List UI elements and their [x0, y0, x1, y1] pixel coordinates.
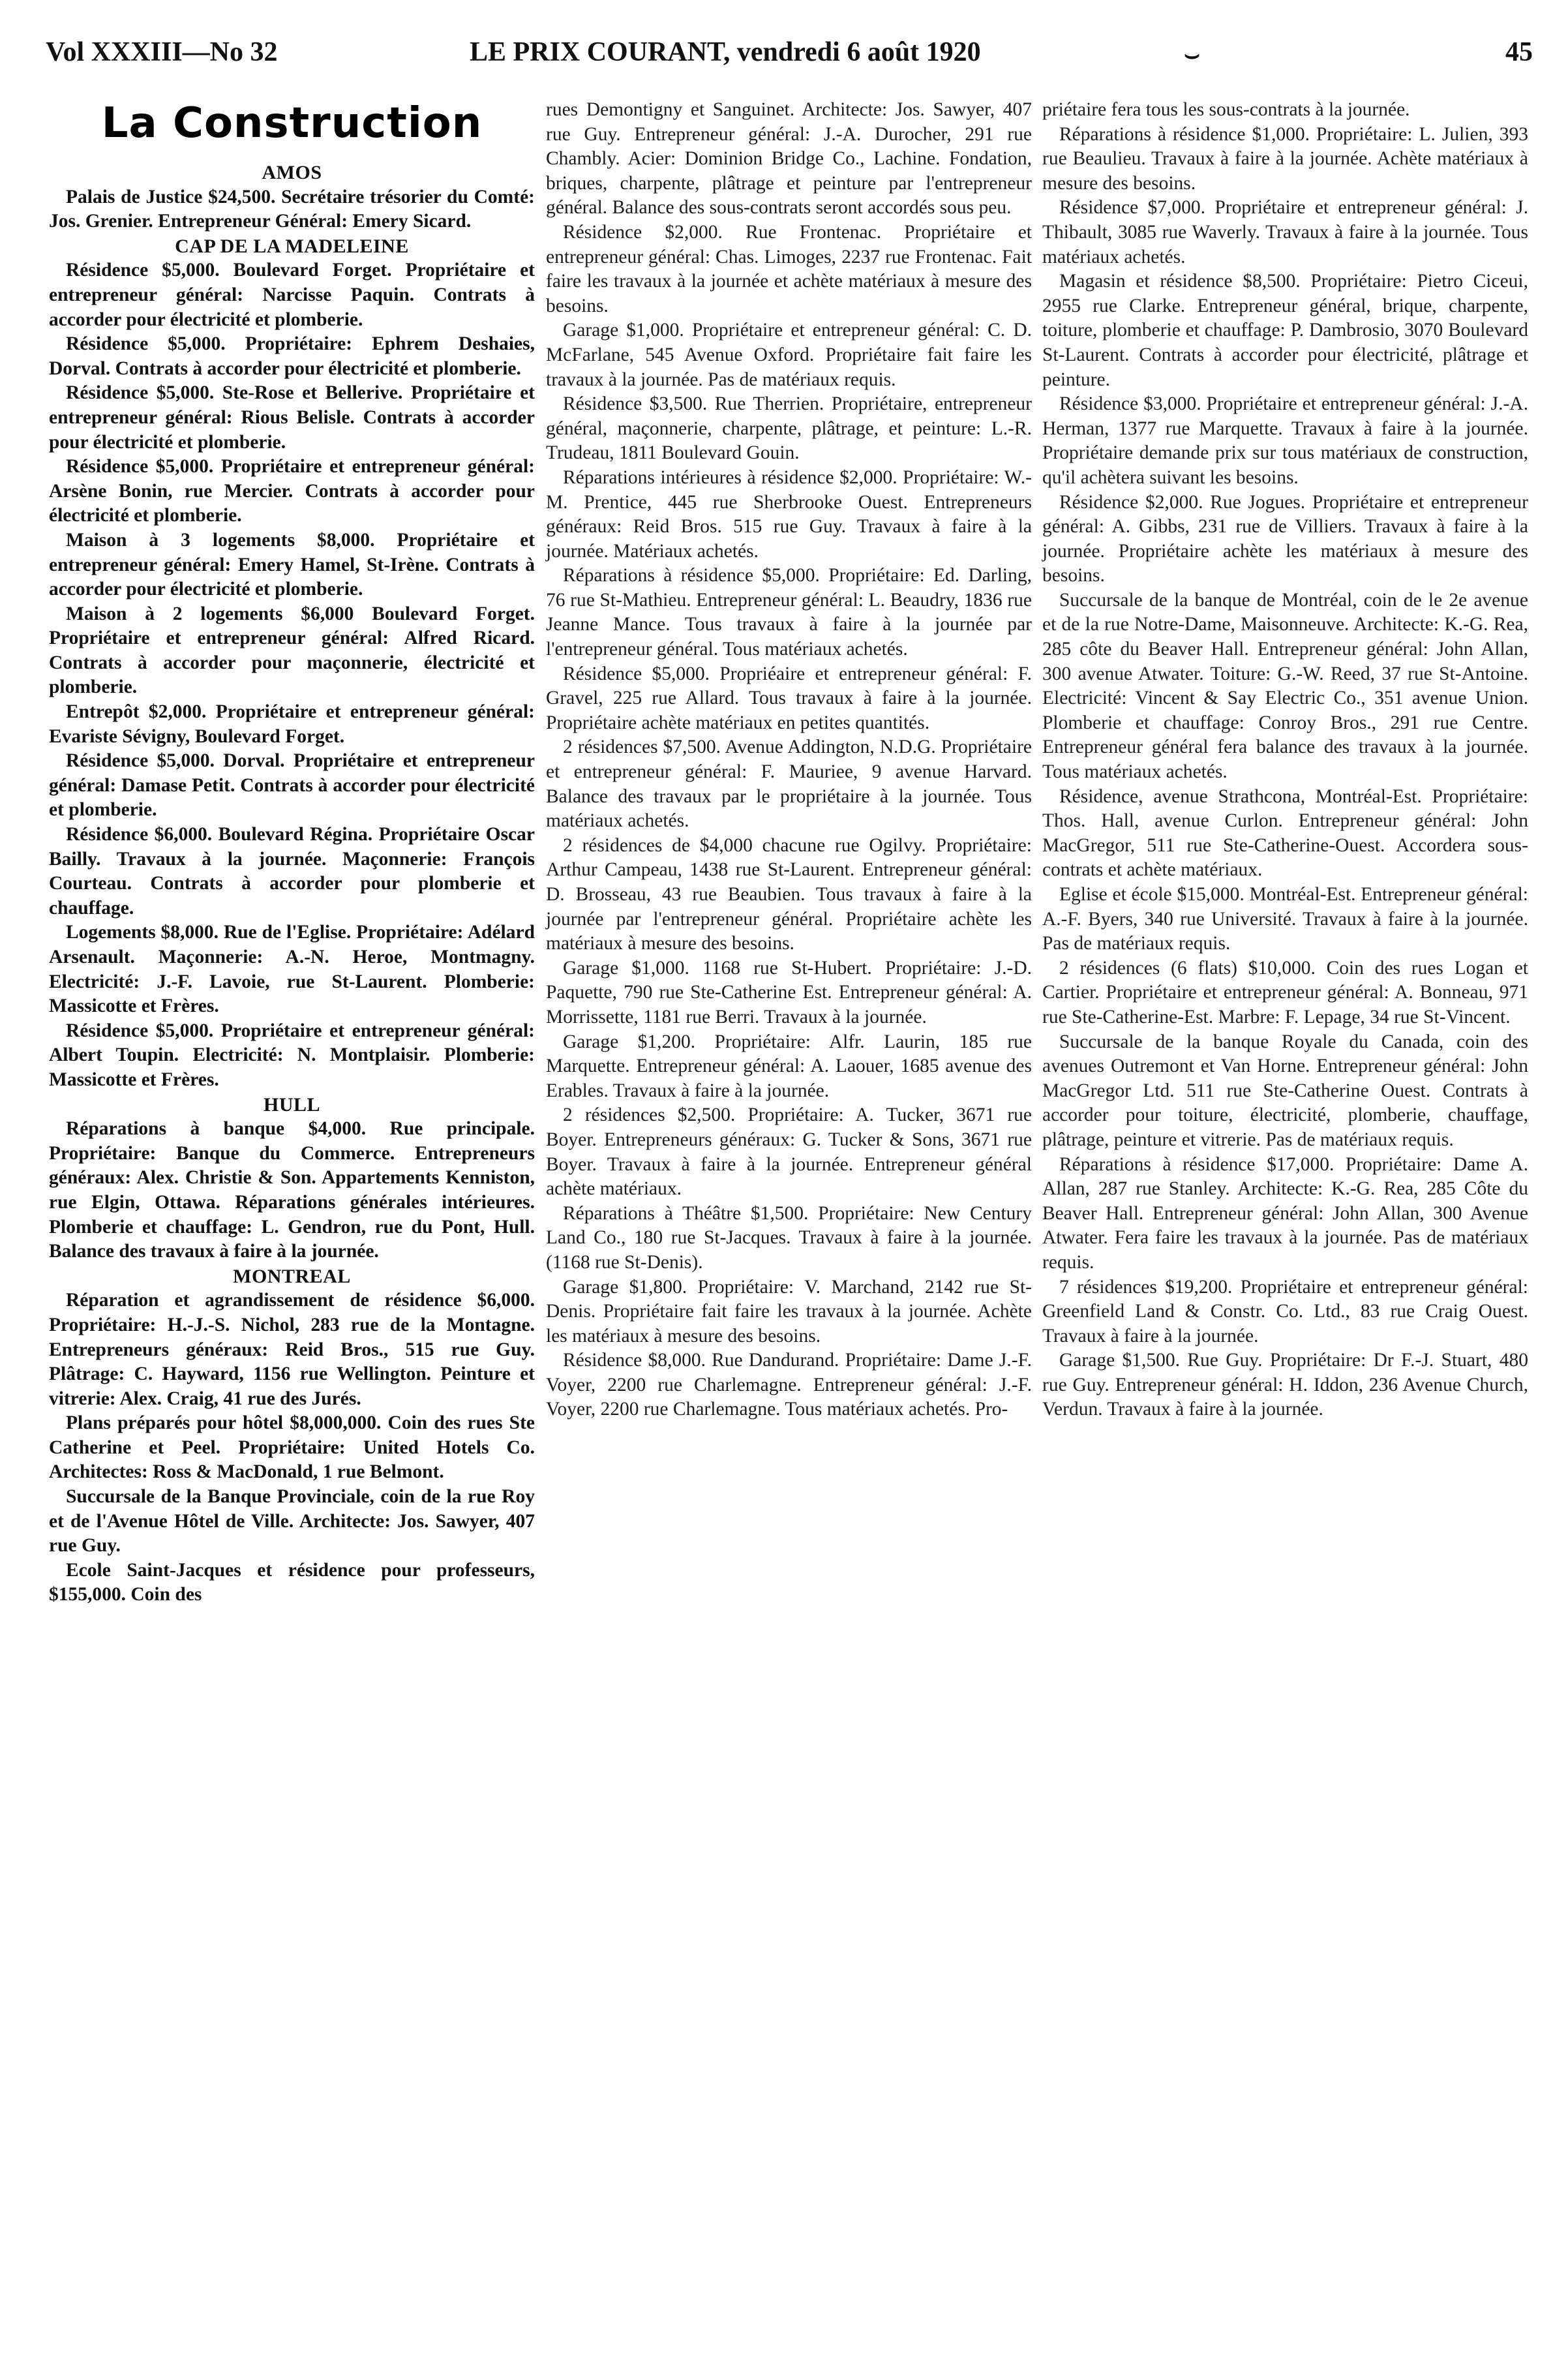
publication-title: LE PRIX COURANT, vendredi 6 août 1920 [470, 37, 981, 67]
place-heading: AMOS [262, 162, 322, 183]
listing: Résidence $5,000. Propriétaire et entrepreneur général: Arsène Bonin, rue Mercier. Contrats à accorder pour électricité et plomberie. [49, 456, 535, 526]
listing: Résidence $8,000. Rue Dandurand. Propriétaire: Dame J.-F. Voyer, 2200 rue Charlemagne. Entrepreneur général: J.-F. Voyer, 2200 rue Charlemagne. Tous matériaux achetés. Pro- [546, 1350, 1032, 1420]
listing: Réparations intérieures à résidence $2,000. Propriétaire: W.-M. Prentice, 445 rue Sherbrooke Ouest. Entrepreneurs généraux: Reid Bros. 515 rue Guy. Travaux à faire à la journée. Matériaux achetés. [546, 466, 1032, 562]
listing: Réparations à résidence $17,000. Propriétaire: Dame A. Allan, 287 rue Stanley. Architecte: K.-G. Rea, 285 Côte du Beaver Hall. Entrepreneur général: John Allan, 300 Avenue Atwater. Fera faire les travaux à la journée. Pas de matériaux requis. [1042, 1153, 1528, 1273]
listing: 2 résidences $2,500. Propriétaire: A. Tucker, 3671 rue Boyer. Entrepreneurs généraux: G. Tucker & Sons, 3671 rue Boyer. Travaux à faire à la journée. Entrepreneur général achète matériaux. [546, 1104, 1032, 1200]
listing: Résidence $5,000. Boulevard Forget. Propriétaire et entrepreneur général: Narcisse Paquin. Contrats à accorder pour électricité et plomberie. [49, 260, 535, 330]
listing: Ecole Saint-Jacques et résidence pour professeurs, $155,000. Coin des [49, 1559, 535, 1606]
listing: 2 résidences $7,500. Avenue Addington, N.D.G. Propriétaire et entrepreneur général: F. Mauriee, 9 avenue Harvard. Balance des travaux par le propriétaire à la journée. Tous matériaux achetés. [546, 737, 1032, 832]
listing: Résidence $2,000. Rue Jogues. Propriétaire et entrepreneur général: A. Gibbs, 231 rue de Villiers. Travaux à faire à la journée. Propriétaire achète les matériaux à mesure des besoins. [1042, 491, 1528, 586]
listing: Entrepôt $2,000. Propriétaire et entrepreneur général: Evariste Sévigny, Boulevard Forget. [49, 701, 535, 747]
listing: Résidence $5,000. Ste-Rose et Bellerive. Propriétaire et entrepreneur général: Rious Belisle. Contrats à accorder pour électricité et plomberie. [49, 382, 535, 453]
column-1 [49, 98, 535, 1607]
listing: Eglise et école $15,000. Montréal-Est. Entrepreneur général: A.-F. Byers, 340 rue Université. Travaux à faire à la journée. Pas de matériaux requis. [1042, 884, 1528, 954]
volume-number: Vol XXXIII—No 32 [46, 37, 278, 67]
listing: Résidence $6,000. Boulevard Régina. Propriétaire Oscar Bailly. Travaux à la journée. Maçonnerie: François Courteau. Contrats à accorder pour plomberie et chauffage. [49, 824, 535, 919]
listing: 2 résidences (6 flats) $10,000. Coin des rues Logan et Cartier. Propriétaire et entrepreneur général: A. Bonneau, 971 rue Ste-Catherine-Est. Marbre: F. Lepage, 34 rue St-Vincent. [1042, 957, 1528, 1027]
listing: rues Demontigny et Sanguinet. Architecte: Jos. Sawyer, 407 rue Guy. Entrepreneur général: J.-A. Durocher, 291 rue Chambly. Acier: Dominion Bridge Co., Lachine. Fondation, briques, charpente, plâtrage et peinture par l'entrepreneur général. Balance des sous-contrats seront accordés sous peu. [546, 99, 1032, 219]
listing: Résidence $3,500. Rue Therrien. Propriétaire, entrepreneur général, maçonnerie, charpente, plâtrage, et peinture: L.-R. Trudeau, 1811 Boulevard Gouin. [546, 393, 1032, 464]
listing: priétaire fera tous les sous-contrats à la journée. [1042, 99, 1410, 120]
section-title: La Construction [101, 99, 483, 147]
column-3 [1042, 98, 1528, 1422]
listing: Succursale de la Banque Provinciale, coin de la rue Roy et de l'Avenue Hôtel de Ville. Architecte: Jos. Sawyer, 407 rue Guy. [49, 1486, 535, 1557]
listing: Résidence $5,000. Propriétaire et entrepreneur général: Albert Toupin. Electricité: N. Montplaisir. Plomberie: Massicotte et Frères. [49, 1020, 535, 1090]
listing: Réparations à Théâtre $1,500. Propriétaire: New Century Land Co., 180 rue St-Jacques. Travaux à faire à la journée. (1168 rue St-Denis). [546, 1202, 1032, 1273]
listing: Réparations à résidence $5,000. Propriétaire: Ed. Darling, 76 rue St-Mathieu. Entrepreneur général: L. Beaudry, 1836 rue Jeanne Mance. Tous travaux à faire à la journée par l'entrepreneur général. Tous matériaux achetés. [546, 565, 1032, 660]
listing: Résidence $7,000. Propriétaire et entrepreneur général: J. Thibault, 3085 rue Waverly. Travaux à faire à la journée. Tous matériaux achetés. [1042, 197, 1528, 267]
column-2 [546, 98, 1032, 1422]
listing: Résidence $5,000. Propriétaire: Ephrem Deshaies, Dorval. Contrats à accorder pour électricité et plomberie. [49, 333, 535, 379]
listing: Maison à 3 logements $8,000. Propriétaire et entrepreneur général: Emery Hamel, St-Irène. Contrats à accorder pour électricité et plomberie. [49, 529, 535, 600]
listing: Succursale de la banque Royale du Canada, coin des avenues Outremont et Van Horne. Entrepreneur général: John MacGregor Ltd. 511 rue Ste-Catherine Ouest. Contrats à accorder pour toiture, électricité, plomberie, chauffage, plâtrage, peinture et vitrerie. Pas de matériaux requis. [1042, 1031, 1528, 1150]
listing: Réparation et agrandissement de résidence $6,000. Propriétaire: H.-J.-S. Nichol, 283 rue de la Montagne. Entrepreneurs généraux: Reid Bros., 515 rue Guy. Plâtrage: C. Hayward, 1156 rue Wellington. Peinture et vitrerie: Alex. Craig, 41 rue des Jurés. [49, 1290, 535, 1409]
listing: Résidence $3,000. Propriétaire et entrepreneur général: J.-A. Herman, 1377 rue Marquette. Travaux à faire à la journée. Propriétaire demande prix sur tous matériaux de construction, qu'il achètera suivant les besoins. [1042, 393, 1528, 488]
listing: Garage $1,500. Rue Guy. Propriétaire: Dr F.-J. Stuart, 480 rue Guy. Entrepreneur général: H. Iddon, 236 Avenue Church, Verdun. Travaux à faire à la journée. [1042, 1350, 1528, 1420]
listing: 7 résidences $19,200. Propriétaire et entrepreneur général: Greenfield Land & Constr. Co. Ltd., 83 rue Craig Ouest. Travaux à faire à la journée. [1042, 1276, 1528, 1347]
listing: Garage $1,200. Propriétaire: Alfr. Laurin, 185 rue Marquette. Entrepreneur général: A. Laouer, 1685 avenue des Erables. Travaux à faire à la journée. [546, 1031, 1032, 1101]
place-heading: CAP DE LA MADELEINE [175, 235, 409, 257]
listing: Magasin et résidence $8,500. Propriétaire: Pietro Ciceui, 2955 rue Clarke. Entrepreneur général, brique, charpente, toiture, plomberie et chauffage: P. Dambrosio, 3070 Boulevard St-Laurent. Contrats à accorder pour électricité, plâtrage et peinture. [1042, 271, 1528, 390]
place-heading: MONTREAL [233, 1265, 351, 1287]
listing: Réparations à résidence $1,000. Propriétaire: L. Julien, 393 rue Beaulieu. Travaux à faire à la journée. Achète matériaux à mesure des besoins. [1042, 123, 1528, 194]
listing: Résidence $5,000. Dorval. Propriétaire et entrepreneur général: Damase Petit. Contrats à accorder pour électricité et plomberie. [49, 750, 535, 821]
listing: Maison à 2 logements $6,000 Boulevard Forget. Propriétaire et entrepreneur général: Alfred Ricard. Contrats à accorder pour maçonnerie, électricité et plomberie. [49, 603, 535, 698]
listing: Garage $1,000. 1168 rue St-Hubert. Propriétaire: J.-D. Paquette, 790 rue Ste-Catherine Est. Entrepreneur général: A. Morrissette, 1181 rue Berri. Travaux à la journée. [546, 957, 1032, 1027]
listing: Garage $1,800. Propriétaire: V. Marchand, 2142 rue St-Denis. Propriétaire fait faire les travaux à la journée. Achète les matériaux à mesure des besoins. [546, 1276, 1032, 1347]
listing: Palais de Justice $24,500. Secrétaire trésorier du Comté: Jos. Grenier. Entrepreneur Général: Emery Sicard. [49, 186, 535, 232]
listing: Logements $8,000. Rue de l'Eglise. Propriétaire: Adélard Arsenault. Maçonnerie: A.-N. Heroe, Montmagny. Electricité: J.-F. Lavoie, rue St-Laurent. Plomberie: Massicotte et Frères. [49, 922, 535, 1017]
listing: Réparations à banque $4,000. Rue principale. Propriétaire: Banque du Commerce. Entrepreneurs généraux: Alex. Christie & Son. Appartements Kenniston, rue Elgin, Ottawa. Réparations générales intérieures. Plomberie et chauffage: L. Gendron, rue du Pont, Hull. Balance des travaux à faire à la journée. [49, 1118, 535, 1262]
place-heading: HULL [263, 1093, 321, 1116]
page-header [46, 26, 1533, 89]
listing: Succursale de la banque de Montréal, coin de le 2e avenue et de la rue Notre-Dame, Maisonneuve. Architecte: K.-G. Rea, 285 côte du Beaver Hall. Entrepreneur général: John Allan, 300 avenue Atwater. Toiture: G.-W. Reed, 37 rue St-Antoine. Electricité: Vincent & Say Electric Co., 351 avenue Union. Plomberie et chauffage: Conroy Bros., 291 rue Centre. Entrepreneur général fera balance des travaux à la journée. Tous matériaux achetés. [1042, 589, 1528, 783]
listing: 2 résidences de $4,000 chacune rue Ogilvy. Propriétaire: Arthur Campeau, 1438 rue St-Laurent. Entrepreneur général: D. Brosseau, 43 rue Beaubien. Tous travaux à faire à la journée par l'entrepreneur général. Propriétaire achète les matériaux à mesure des besoins. [546, 834, 1032, 954]
listing: Résidence $5,000. Propriéaire et entrepreneur général: F. Gravel, 225 rue Allard. Tous travaux à faire à la journée. Propriétaire achète matériaux en petites quantités. [546, 663, 1032, 733]
listing: Résidence $2,000. Rue Frontenac. Propriétaire et entrepreneur général: Chas. Limoges, 2237 rue Frontenac. Fait faire les travaux à la journée et achète matériaux à mesure des besoins. [546, 221, 1032, 316]
print-mark: ⌣ [1184, 41, 1201, 68]
listing: Résidence, avenue Strathcona, Montréal-Est. Propriétaire: Thos. Hall, avenue Curlon. Entrepreneur général: John MacGregor, 511 rue Ste-Catherine-Ouest. Accordera sous-contrats et achète matériaux. [1042, 785, 1528, 881]
listing: Garage $1,000. Propriétaire et entrepreneur général: C. D. McFarlane, 545 Avenue Oxford. Propriétaire fait faire les travaux à la journée. Pas de matériaux requis. [546, 320, 1032, 390]
listing: Plans préparés pour hôtel $8,000,000. Coin des rues Ste Catherine et Peel. Propriétaire: United Hotels Co. Architectes: Ross & MacDonald, 1 rue Belmont. [49, 1412, 535, 1483]
page-number: 45 [1505, 37, 1533, 67]
